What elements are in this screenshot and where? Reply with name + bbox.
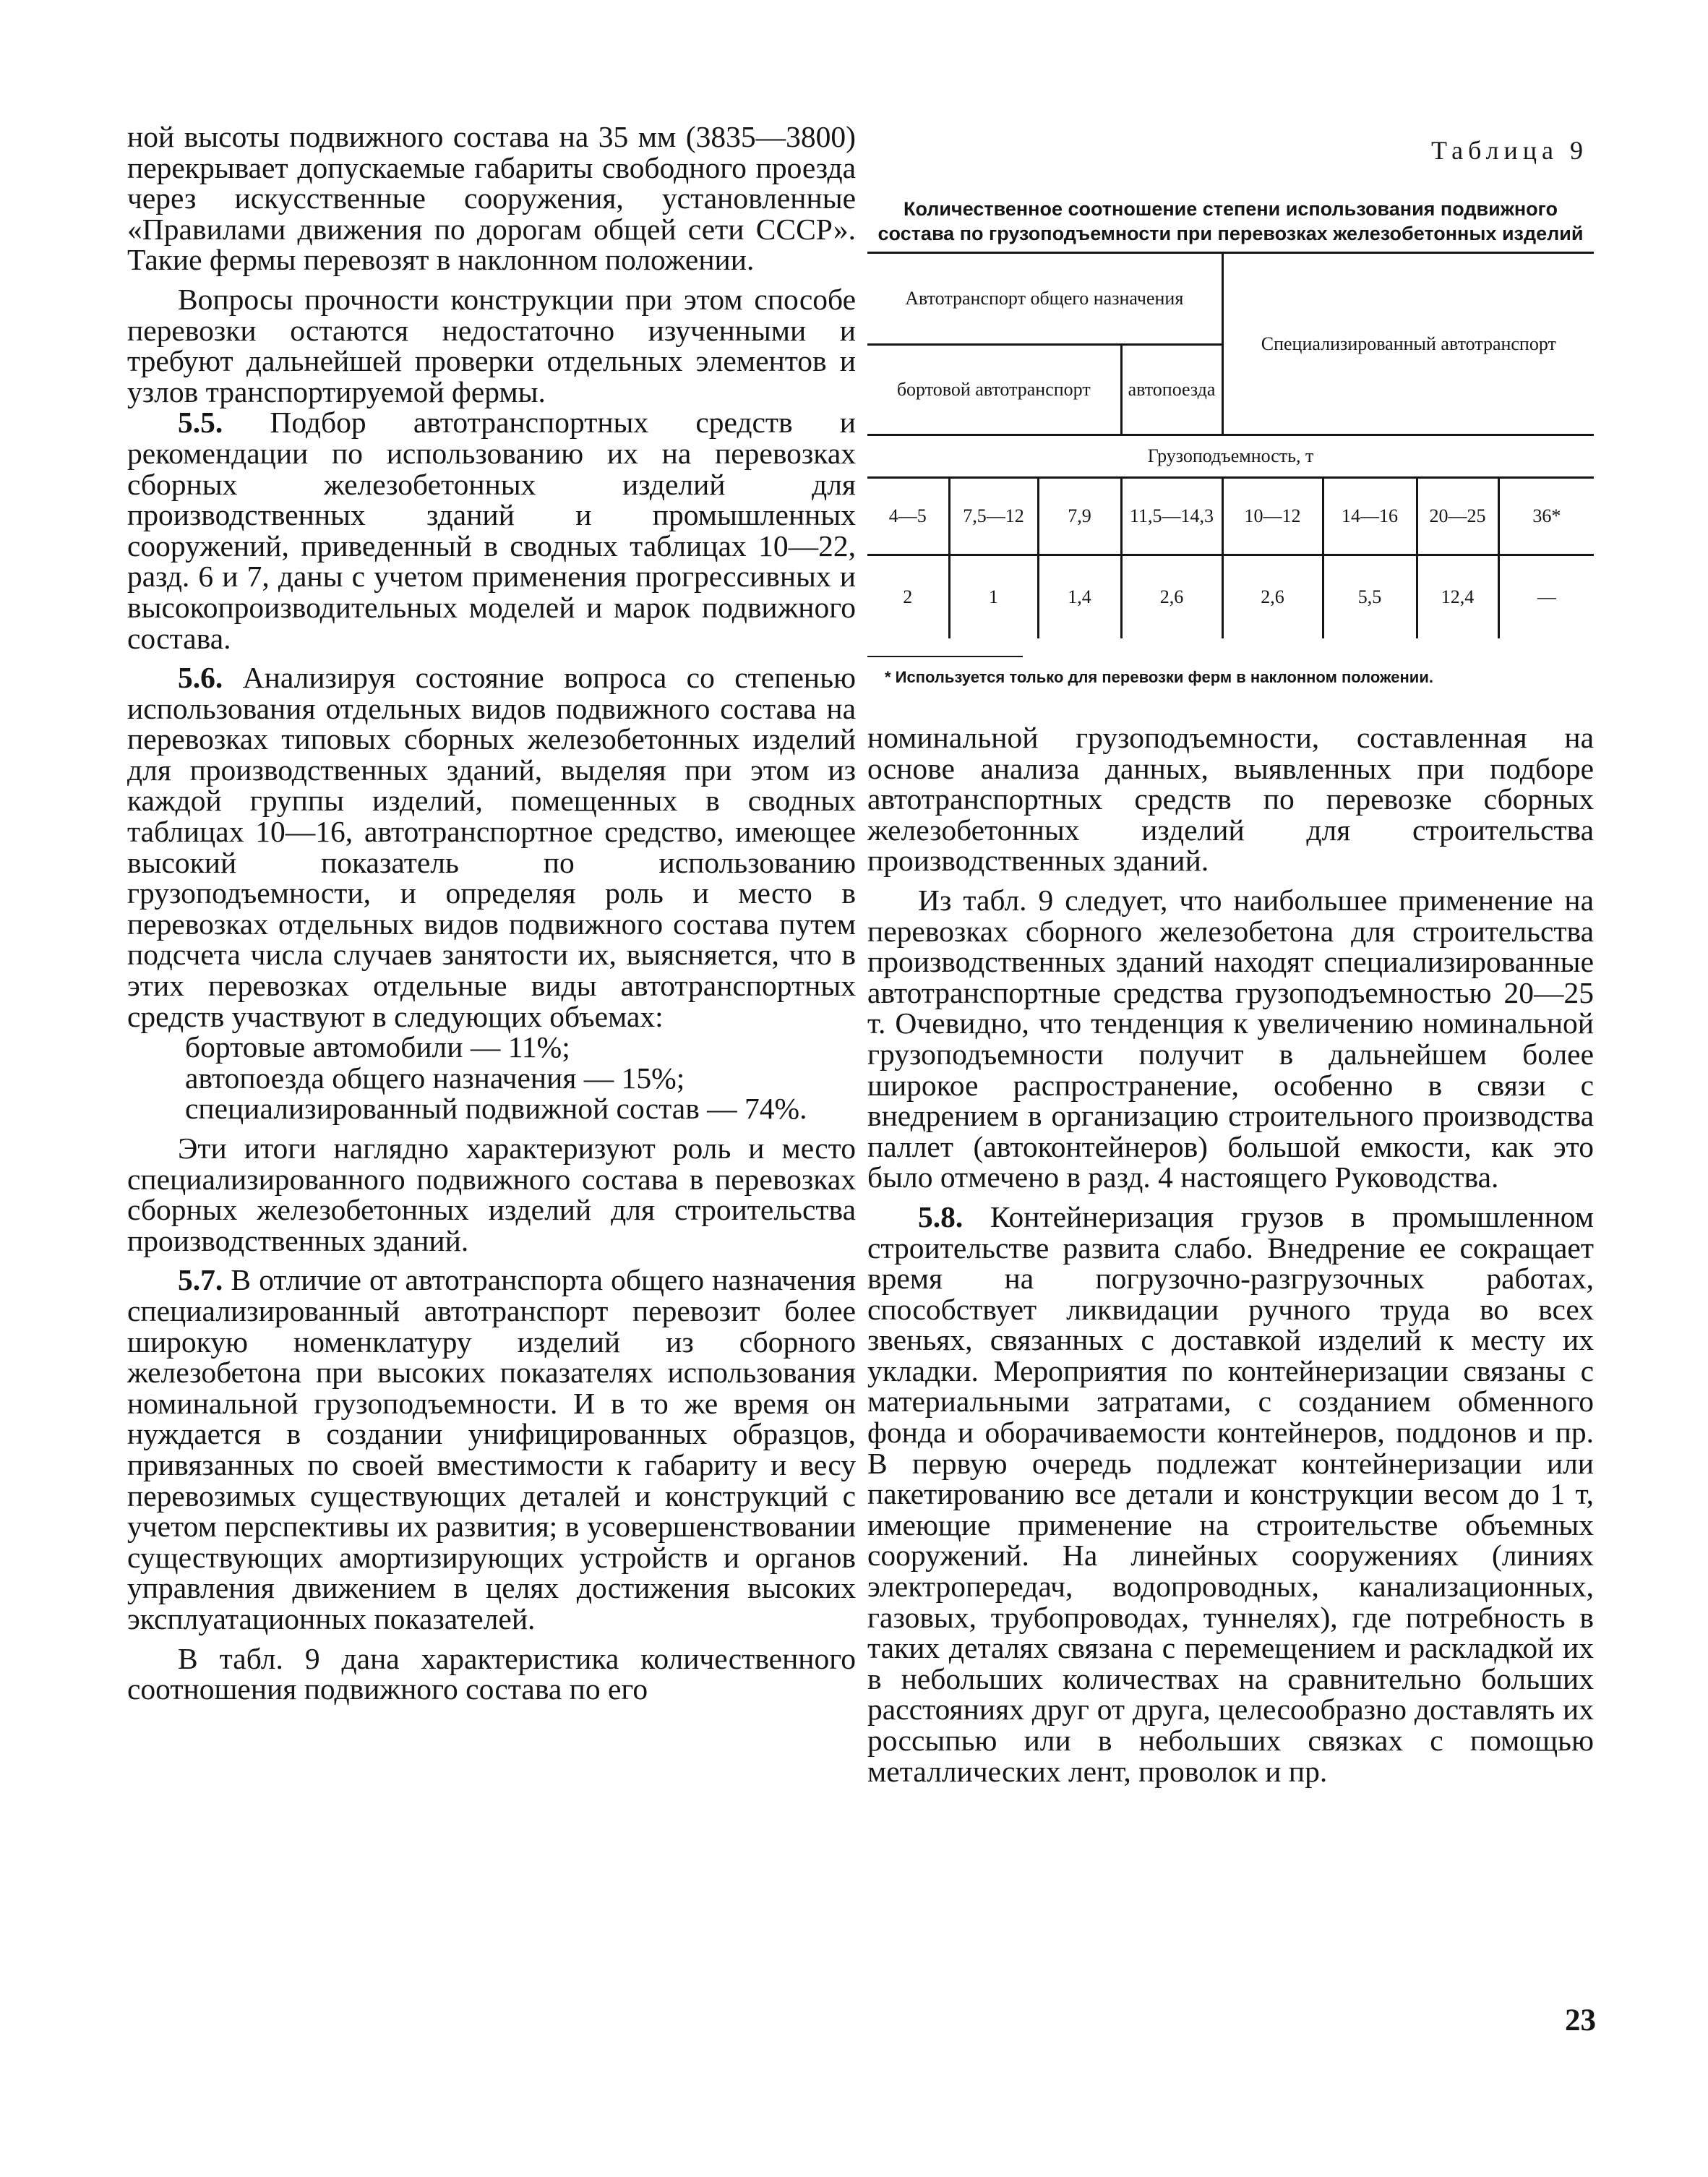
section-5-7 <box>127 1265 856 1634</box>
table-9 <box>867 252 1594 638</box>
capacity-cell: 20—25 <box>1417 478 1498 555</box>
section-5-5 <box>127 407 856 654</box>
paragraph-text: В отличие от автотранспорта общего назначения специализированный автотранспорт перевозит более широкую номенклатуру изделий из сборного железобетона при высоких показателях использования номинальной грузоподъемности. И в то же время он нуждается в создании унифицированных образцов, привязанных по своей вместимости к габариту и весу перевозимых существующих деталей и конструкций с учетом перспективы их развития; в усовершенствовании существующих амортизирующих устройств и органов управления движением в целях достижения высоких эксплуатационных показателей. <box>127 1263 857 1635</box>
count-cell: 2 <box>867 555 949 639</box>
count-cell: 12,4 <box>1417 555 1498 639</box>
list-item: автопоезда общего назначения — 15%; <box>185 1061 685 1095</box>
table-footnote: * Используется только для перевозки ферм в наклонном положении. <box>885 668 1433 686</box>
paragraph: ной высоты подвижного состава на 35 мм (3835—3800) перекрывает допускаемые габариты свободного проезда через искусственные сооружения, установленные «Правилами движения по дорогам общей сети СССР». Такие фермы перевозят в наклонном положении. <box>127 120 856 277</box>
header-road-trains: автопоезда <box>1121 345 1222 435</box>
table-caption: Количественное соотношение степени использования подвижного состава по грузоподъемности при перевозках железобетонных изделий <box>877 198 1584 244</box>
capacity-cell: 7,5—12 <box>949 478 1038 555</box>
paragraph: Из табл. 9 следует, что наибольшее применение на перевозках сборного железобетона для строительства производственных зданий находят специализированные автотранспортные средства грузоподъемностью 20—25 т. Очевидно, что тенденция к увеличению номинальной грузоподъемности получит в дальнейшем более широкое распространение, особенно в связи с внедрением в организацию строительного производства паллет (автоконтейнеров) большой емкости, как это было отмечено в разд. 4 настоящего Руководства. <box>867 883 1594 1194</box>
left-column <box>127 121 856 1705</box>
capacity-cell: 14—16 <box>1323 478 1417 555</box>
paragraph-text: Контейнеризация грузов в промышленном строительстве развита слабо. Внедрение ее сокращает время на погрузочно-разгрузочных работах, способствует ликвидации ручного труда во всех звеньях, связанных с доставкой изделий к месту их укладки. Мероприятия по контейнеризации связаны с материальными затратами, с созданием обменного фонда и оборачиваемости контейнеров, поддонов и пр. В первую очередь подлежат контейнеризации или пакетированию все детали и конструкции весом до 1 т, имеющие применение на строительстве объемных сооружений. На линейных сооружениях (линиях электропередач, водопроводных, канализационных, газовых, трубопроводах, туннелях), где потребность в таких деталях связана с перемещением и раскладкой их в небольших количествах на сравнительно больших расстояниях друг от друга, целесообразно доставлять их россыпью или в небольших связках с помощью металлических лент, проволок и пр. <box>867 1199 1594 1788</box>
count-cell: 1 <box>949 555 1038 639</box>
paragraph: В табл. 9 дана характеристика количественного соотношения подвижного состава по его <box>127 1641 856 1706</box>
list-item: бортовые автомобили — 11%; <box>185 1030 570 1064</box>
paragraph: Вопросы прочности конструкции при этом способе перевозки остаются недостаточно изученными и требуют дальнейшей проверки отдельных элементов и узлов транспортируемой фермы. <box>127 282 856 409</box>
capacity-cell: 10—12 <box>1222 478 1323 555</box>
capacity-cell: 36* <box>1498 478 1594 555</box>
header-general-transport: Автотранспорт общего назначения <box>867 253 1222 345</box>
header-special-transport: Специализированный автотранспорт <box>1222 253 1594 435</box>
count-cell: 2,6 <box>1121 555 1222 639</box>
count-cell: — <box>1498 555 1594 639</box>
paragraph: Эти итоги наглядно характеризуют роль и место специализированного подвижного состава в перевозках сборных железобетонных изделий для строительства производственных зданий. <box>127 1132 856 1257</box>
section-number: 5.8. <box>918 1199 964 1233</box>
right-column-text <box>867 722 1594 1787</box>
paragraph-text: Анализируя состояние вопроса со степенью использования отдельных видов подвижного состава на перевозках типовых сборных железобетонных изделий для производственных зданий, выделяя при этом из каждой группы изделий, помещенных в сводных таблицах 10—16, автотранспортное средство, имеющее высокий показатель по использованию грузоподъемности, и определяя роль и место в перевозках отдельных видов подвижного состава путем подсчета числа случаев занятости их, выясняется, что в этих перевозках отдельные виды автотранспортных средств участвуют в следующих объемах: <box>127 661 856 1033</box>
count-cell: 2,6 <box>1222 555 1323 639</box>
header-capacity: Грузоподъемность, т <box>867 435 1594 478</box>
header-board-transport: бортовой автотранспорт <box>867 345 1121 435</box>
count-cell: 1,4 <box>1038 555 1121 639</box>
footnote-rule <box>867 656 1023 657</box>
capacity-cell: 7,9 <box>1038 478 1121 555</box>
table-label: Таблица 9 <box>1431 136 1588 165</box>
paragraph: номинальной грузоподъемности, составленная на основе анализа данных, выявленных при подборе автотранспортных средств по перевозке сборных железобетонных изделий для строительства производственных зданий. <box>867 721 1594 878</box>
page-number: 23 <box>1565 2003 1596 2037</box>
section-number: 5.6. <box>178 661 223 695</box>
right-column <box>867 121 1594 1787</box>
section-5-8 <box>867 1199 1594 1788</box>
section-number: 5.5. <box>178 406 223 440</box>
section-5-6 <box>127 662 856 1032</box>
count-cell: 5,5 <box>1323 555 1417 639</box>
capacity-cell: 11,5—14,3 <box>1121 478 1222 555</box>
capacity-cell: 4—5 <box>867 478 949 555</box>
section-number: 5.7. <box>178 1263 223 1297</box>
paragraph-text: Подбор автотранспортных средств и рекомендации по использованию их на перевозках сборных железобетонных изделий для производственных зданий и промышленных сооружений, приведенный в сводных таблицах 10—22, разд. 6 и 7, даны с учетом применения прогрессивных и высокопроизводительных моделей и марок подвижного состава. <box>127 406 856 655</box>
list-item: специализированный подвижной состав — 74%. <box>185 1092 807 1126</box>
